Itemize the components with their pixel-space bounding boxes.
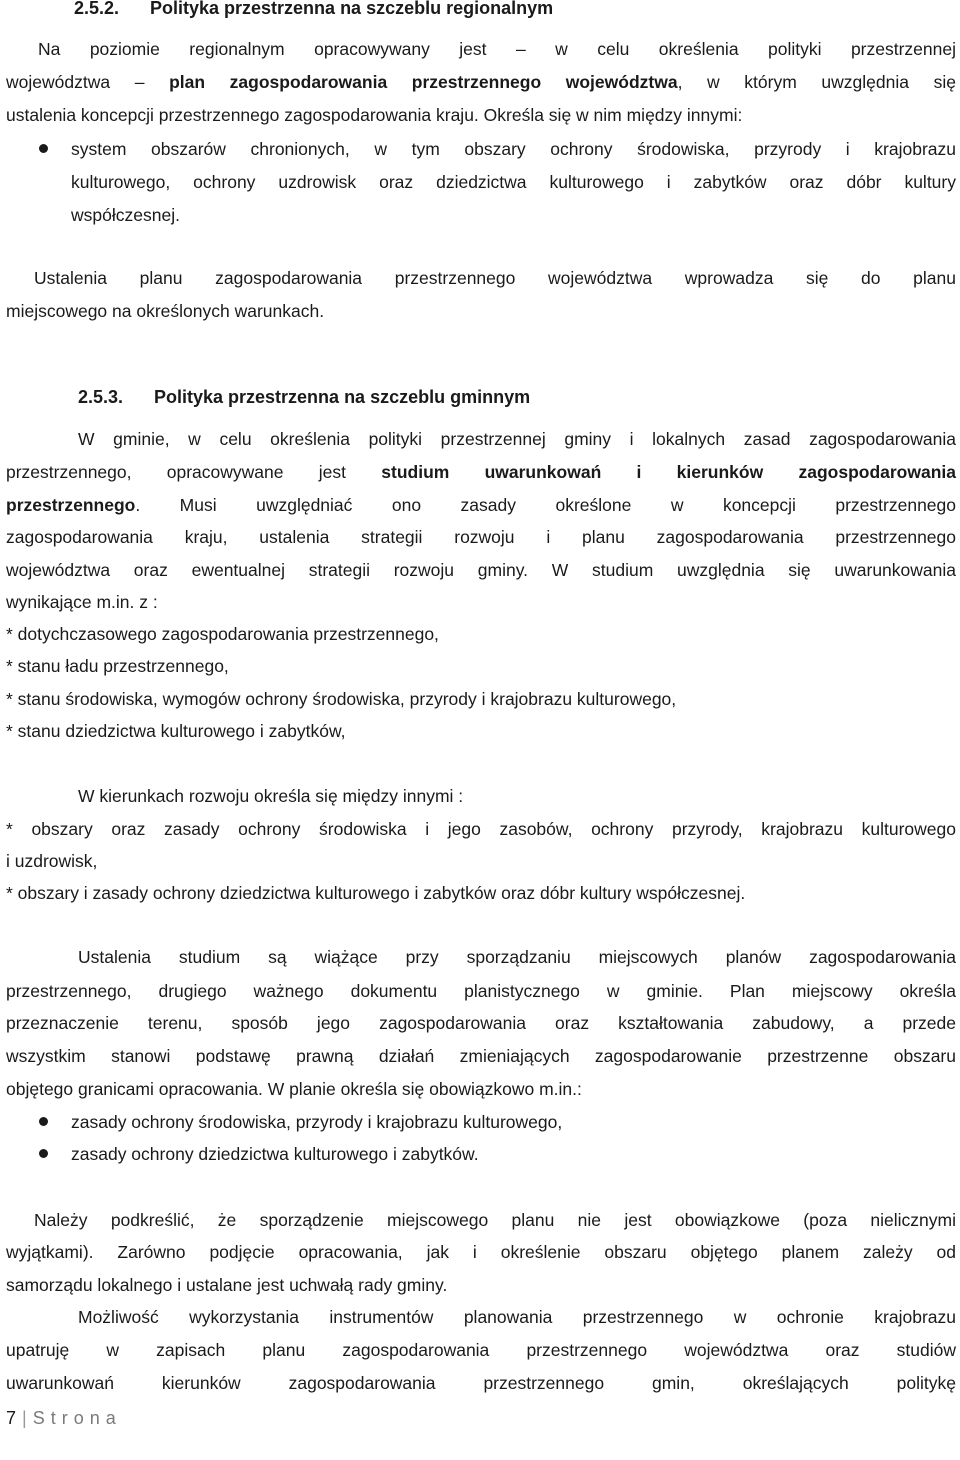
paragraph-line: wynikające m.in. z :	[6, 592, 158, 612]
paragraph-line: wszystkim stanowi podstawę prawną działań zmieniających zagospodarowanie przestrzenne obszaru	[6, 1046, 956, 1066]
paragraph-line: przestrzennego, opracowywane jest studium uwarunkowań i kierunków zagospodarowania	[6, 462, 957, 482]
paragraph-line: uwarunkowań kierunków zagospodarowania przestrzennego gmin, określających politykę	[6, 1373, 956, 1393]
paragraph-line: przeznaczenie terenu, sposób jego zagospodarowania oraz kształtowania zabudowy, a przede	[6, 1013, 956, 1033]
paragraph-line: Możliwość wykorzystania instrumentów planowania przestrzennego w ochronie krajobrazu	[78, 1307, 956, 1327]
list-item: * stanu dziedzictwa kulturowego i zabytków,	[6, 721, 346, 741]
list-item: * dotychczasowego zagospodarowania przestrzennego,	[6, 624, 439, 644]
bullet-icon	[39, 1149, 48, 1158]
list-item: * stanu ładu przestrzennego,	[6, 656, 229, 676]
bullet-line: współczesnej.	[71, 205, 180, 225]
paragraph-line: samorządu lokalnego i ustalane jest uchwałą rady gminy.	[6, 1275, 448, 1295]
bullet-line: system obszarów chronionych, w tym obszary ochrony środowiska, przyrody i krajobrazu	[71, 139, 956, 159]
section-number: 2.5.3.	[78, 387, 124, 407]
list-item: * obszary i zasady ochrony dziedzictwa kulturowego i zabytków oraz dóbr kultury współczesnej.	[6, 883, 746, 903]
bold-term: przestrzennego	[6, 495, 136, 515]
paragraph-line: przestrzennego. Musi uwzględniać ono zasady określone w koncepcji przestrzennego	[6, 495, 956, 515]
paragraph-line: W kierunkach rozwoju określa się między innymi :	[78, 786, 464, 806]
list-item: i uzdrowisk,	[6, 851, 98, 871]
section-title: Polityka przestrzenna na szczeblu regionalnym	[150, 0, 554, 18]
paragraph-line: Na poziomie regionalnym opracowywany jest – w celu określenia polityki przestrzennej	[38, 39, 956, 59]
section-heading-2-5-3	[78, 387, 530, 408]
paragraph-line: województwa oraz ewentualnej strategii rozwoju gminy. W studium uwzględnia się uwarunkowania	[6, 560, 956, 580]
section-title: Polityka przestrzenna na szczeblu gminnym	[154, 387, 531, 407]
paragraph-line: Ustalenia studium są wiążące przy sporządzaniu miejscowych planów zagospodarowania	[78, 947, 956, 967]
section-number: 2.5.2.	[74, 0, 120, 18]
paragraph-line: upatruję w zapisach planu zagospodarowania przestrzennego województwa oraz studiów	[6, 1340, 956, 1360]
list-item: * stanu środowiska, wymogów ochrony środowiska, przyrody i krajobrazu kulturowego,	[6, 689, 677, 709]
bold-term: studium uwarunkowań i kierunków zagospodarowania	[381, 462, 957, 482]
paragraph-line: objętego granicami opracowania. W planie określa się obowiązkowo m.in.:	[6, 1079, 582, 1099]
paragraph-line: województwa – plan zagospodarowania przestrzennego województwa, w którym uwzględnia się	[6, 72, 956, 92]
bullet-line: zasady ochrony środowiska, przyrody i krajobrazu kulturowego,	[71, 1112, 563, 1132]
paragraph-line: Należy podkreślić, że sporządzenie miejscowego planu nie jest obowiązkowe (poza nielicznymi	[34, 1210, 956, 1230]
section-heading-2-5-2	[74, 0, 553, 19]
paragraph-line: zagospodarowania kraju, ustalenia strategii rozwoju i planu zagospodarowania przestrzennego	[6, 527, 956, 547]
page-number: 7	[6, 1408, 17, 1428]
paragraph-line: miejscowego na określonych warunkach.	[6, 301, 325, 321]
bullet-line: kulturowego, ochrony uzdrowisk oraz dziedzictwa kulturowego i zabytków oraz dóbr kultury	[71, 172, 956, 192]
paragraph-line: ustalenia koncepcji przestrzennego zagospodarowania kraju. Określa się w nim między innymi:	[6, 105, 743, 125]
paragraph-line: przestrzennego, drugiego ważnego dokumentu planistycznego w gminie. Plan miejscowy określa	[6, 981, 956, 1001]
bullet-icon	[39, 1117, 48, 1126]
paragraph-line: Ustalenia planu zagospodarowania przestrzennego województwa wprowadza się do planu	[34, 268, 956, 288]
bold-term: plan zagospodarowania przestrzennego województwa	[169, 72, 678, 92]
page-footer	[6, 1408, 122, 1429]
footer-label: Strona	[32, 1408, 122, 1428]
bullet-line: zasady ochrony dziedzictwa kulturowego i zabytków.	[71, 1144, 479, 1164]
bullet-icon	[39, 144, 48, 153]
paragraph-line: wyjątkami). Zarówno podjęcie opracowania, jak i określenie obszaru objętego planem zależy od	[6, 1242, 956, 1262]
paragraph-line: W gminie, w celu określenia polityki przestrzennej gminy i lokalnych zasad zagospodarowania	[78, 429, 956, 449]
list-item: * obszary oraz zasady ochrony środowiska i jego zasobów, ochrony przyrody, krajobrazu kulturowego	[6, 819, 956, 839]
footer-separator: |	[22, 1408, 27, 1428]
